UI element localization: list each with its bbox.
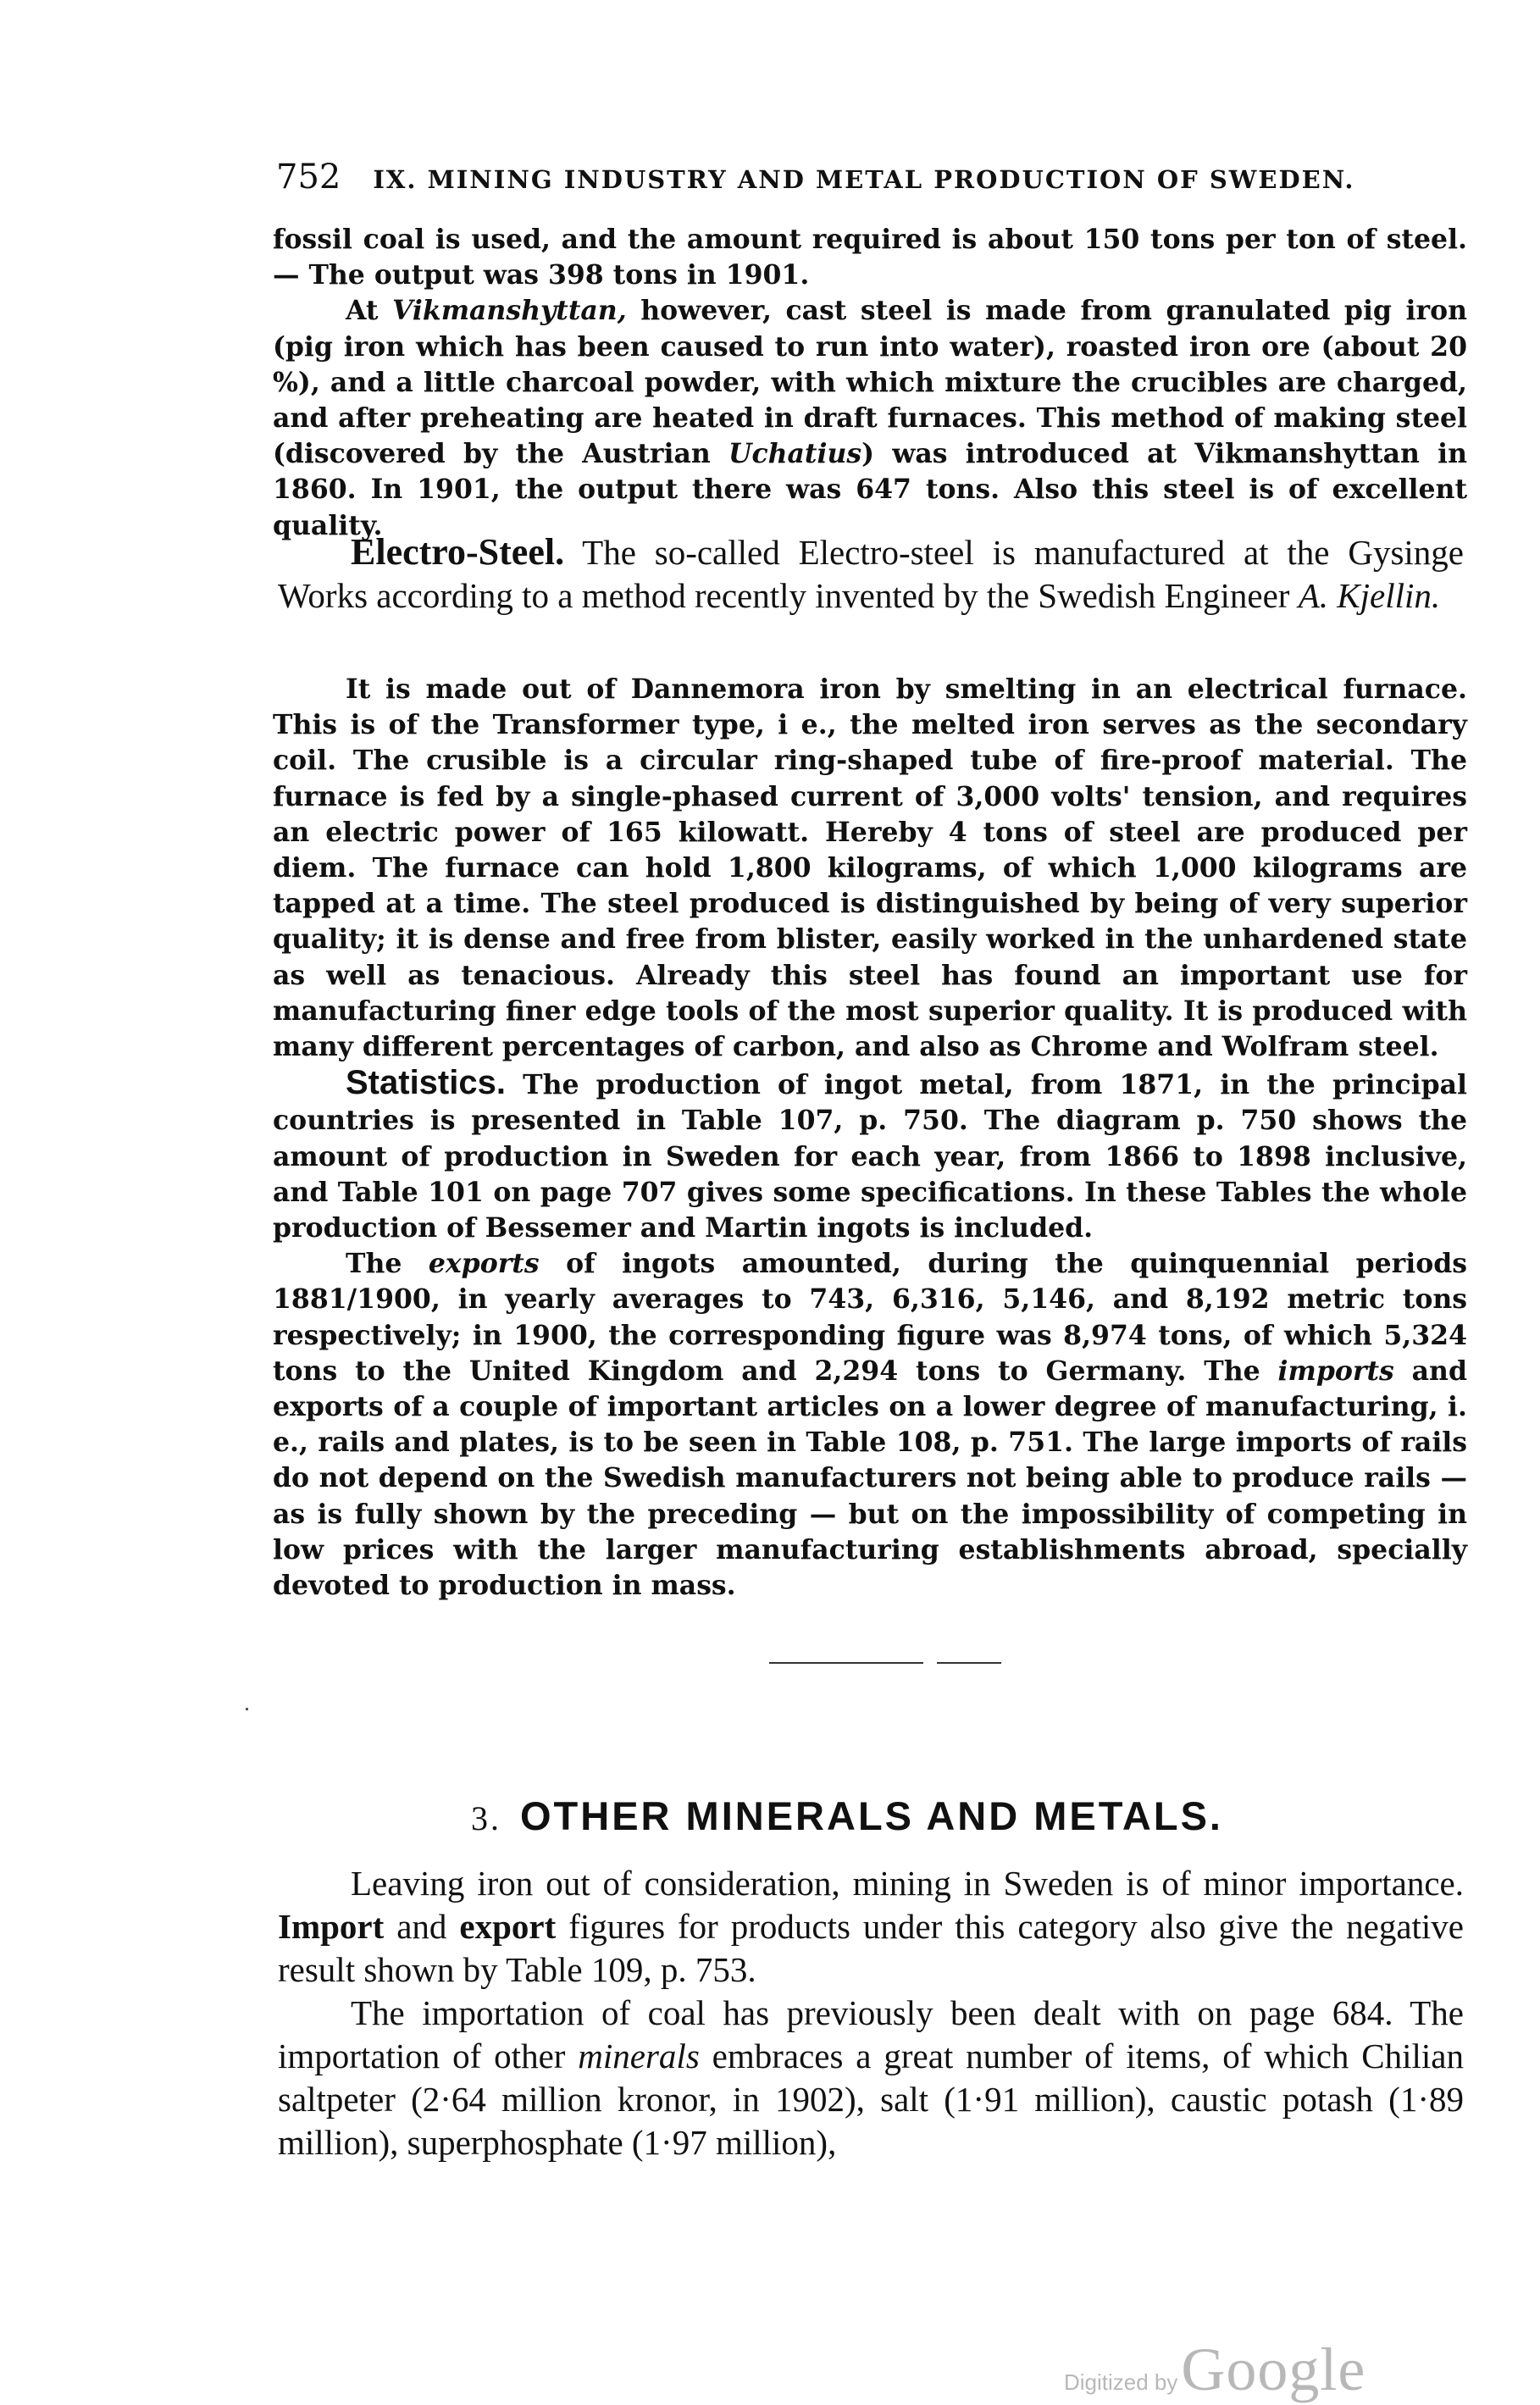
- heading-electro-steel: Electro-Steel.: [351, 531, 565, 573]
- section-heading: [471, 1793, 1318, 1839]
- paragraph-coal-output: fossil coal is used, and the amount required is about 150 tons per ton of steel. — The output was 398 tons in 1901.: [273, 224, 1467, 291]
- section-title: OTHER MINERALS AND METALS.: [520, 1793, 1223, 1838]
- other-minerals-block: [278, 1862, 1464, 2164]
- electro-steel-block: [273, 672, 1467, 1604]
- place-name: Vikmanshyttan,: [392, 295, 627, 327]
- engineer-name: A. Kjellin.: [1298, 576, 1441, 615]
- section-number: 3.: [471, 1799, 501, 1837]
- steel-continuation-block: [273, 222, 1467, 544]
- section-divider-rule: [769, 1662, 923, 1664]
- term-minerals: minerals: [578, 2036, 700, 2075]
- heading-statistics: Statistics.: [346, 1064, 506, 1102]
- section-divider-rule-short: [937, 1662, 1001, 1664]
- term-import: Import: [278, 1907, 385, 1946]
- paragraph-vikmanshyttan: At Vikmanshyttan, however, cast steel is made from granulated pig iron (pig iron which has been caused to run into water), roasted iron ore (about 20 %), and a little charcoal powder, with which mixture the crucibles are charged, and after preheating are heated in draft furnaces. This method of making steel (discovered by the Austrian Uchatius) was introduced at Vikmanshyttan in 1860. In 1901, the output there was 647 tons. Also this steel is of excellent quality.: [273, 295, 1467, 541]
- watermark-prefix: Digitized by: [1064, 2369, 1178, 2395]
- digitized-by-google-watermark: [1064, 2335, 1366, 2405]
- term-exports: exports: [428, 1248, 540, 1280]
- term-imports: imports: [1277, 1355, 1394, 1387]
- scan-speck: [246, 1708, 248, 1710]
- term-export: export: [459, 1907, 557, 1946]
- chapter-title: IX. MINING INDUSTRY AND METAL PRODUCTION OF SWEDEN.: [373, 165, 1355, 194]
- paragraph-electro-steel-intro: Electro-Steel. The so-called Electro-steel is manufactured at the Gysinge Works according to a method recently invented by the Swedish Engineer A. Kjellin.: [278, 531, 1464, 615]
- electro-steel-intro: [278, 530, 1464, 618]
- paragraph-exports: The exports of ingots amounted, during the quinquennial periods 1881/1900, in yearly averages to 743, 6,316, 5,146, and 8,192 metric tons respectively; in 1900, the corresponding figure was 8,974 tons, of which 5,324 tons to the United Kingdom and 2,294 tons to Germany. The imports and exports of a couple of important articles on a lower degree of manufacturing, i. e., rails and plates, is to be seen in Table 108, p. 751. The large imports of rails do not depend on the Swedish manufacturers not being able to produce rails — as is fully shown by the preceding — but on the impossibility of competing in low prices with the larger manufacturing establishments abroad, specially devoted to production in mass.: [273, 1248, 1467, 1602]
- paragraph-statistics: Statistics. The production of ingot metal, from 1871, in the principal countries is presented in Table 107, p. 750. The diagram p. 750 shows the amount of production in Sweden for each year, from 1866 to 1898 inclusive, and Table 101 on page 707 gives some specifications. In these Tables the whole production of Bessemer and Martin ingots is included.: [273, 1064, 1467, 1244]
- paragraph-electro-steel-details: It is made out of Dannemora iron by smelting in an electrical furnace. This is of the Transformer type, i e., the melted iron serves as the secondary coil. The crusible is a circular ring-shaped tube of fire-proof material. The furnace is fed by a single-phased current of 3,000 volts' tension, and requires an electric power of 165 kilowatt. Hereby 4 tons of steel are produced per diem. The furnace can hold 1,800 kilograms, of which 1,000 kilograms are tapped at a time. The steel produced is distinguished by being of very superior quality; it is dense and free from blister, easily worked in the unhardened state as well as tenacious. Already this steel has found an important use for manufacturing finer edge tools of the most superior quality. It is produced with many different percentages of carbon, and also as Chrome and Wolfram steel.: [273, 673, 1467, 1063]
- person-name: Uchatius: [728, 438, 862, 470]
- page-number: 752: [276, 158, 341, 197]
- paragraph-iron-consideration: Leaving iron out of consideration, mining in Sweden is of minor importance. Import and export figures for products under this category also give the negative result shown by Table 109, p. 753.: [278, 1864, 1464, 1989]
- paragraph-coal-importation: The importation of coal has previously been dealt with on page 684. The importation of other minerals embraces a great number of items, of which Chilian saltpeter (2·64 million kronor, in 1902), salt (1·91 million), caustic potash (1·89 million), superphosphate (1·97 million),: [278, 1993, 1464, 2162]
- google-logo: Google: [1181, 2336, 1366, 2403]
- running-head: [276, 158, 1462, 197]
